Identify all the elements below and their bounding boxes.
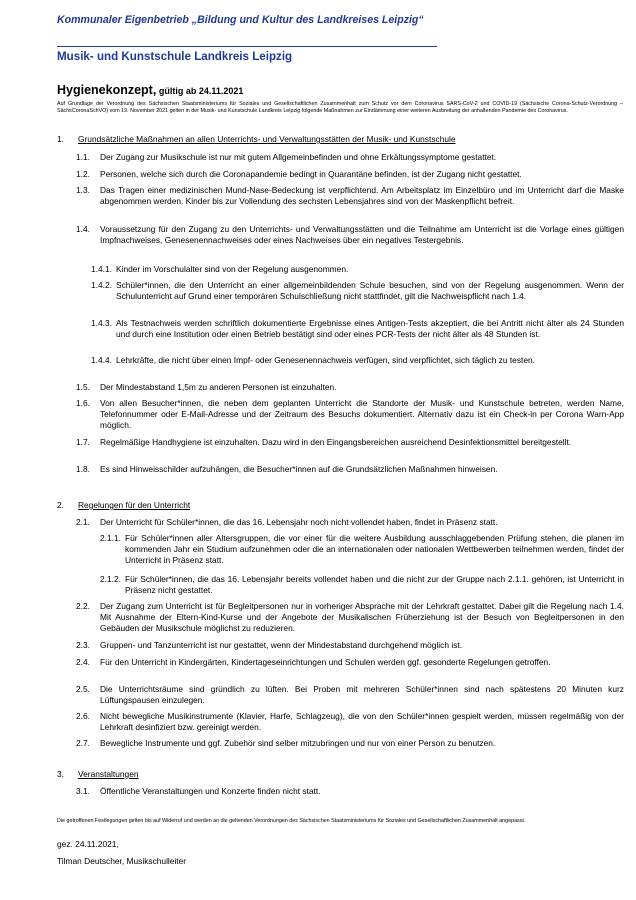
item-number: 3.1.	[76, 786, 90, 796]
item-number: 2.2.	[76, 601, 90, 611]
item-text: Schüler*innen, die den Unterricht an einer allgemeinbildenden Schule besuchen, sind von der Regelung ausgenommen. Wenn der Schulunterricht auf Grund einer temporären Schulschließung nicht stattfindet, gilt die Nachweispflicht nach 1.4.	[116, 280, 624, 302]
item-text: Öffentliche Veranstaltungen und Konzerte finden nicht statt.	[100, 786, 321, 796]
section-number: 1.	[57, 134, 64, 144]
intro-paragraph: Auf Grundlage der Verordnung des Sächsischen Staatsministeriums für Soziales und Gesellschaftlichen Zusammenhalt zum Schutz vor dem Coronavirus SARS-CoV-2 und COVID-19 (Sächsische Corona-Schutz-Verordnung –SächsCoronaSchVO) vom 19. November 2021 gelten in der Musik- und Kunstschule Landkreis Leipzig folgende Maßnahmen zur Eindämmung einer weiteren Ausbreitung der anhaltenden Pandemie des Coronavirus.	[57, 101, 623, 114]
item-text: Personen, welche sich durch die Coronapandemie bedingt in Quarantäne befinden, ist der Zugang nicht gestattet.	[100, 169, 522, 179]
item-number: 1.4.3.	[91, 318, 112, 328]
section-number: 3.	[57, 769, 64, 779]
organization-name: Kommunaler Eigenbetrieb „Bildung und Kultur des Landkreises Leipzig“	[57, 14, 424, 26]
item-number: 1.7.	[76, 437, 90, 447]
list-item-1-4-3	[91, 318, 624, 340]
item-text: Für Schüler*innen aller Altersgruppen, die vor einer für die weitere Ausbildung ausschlaggebenden Prüfung stehen, die planen im kommenden Jahr ein Studium aufzunehmen oder die an internationalen oder nationalen Wettbewerben teilnehmen werden, findet der Unterricht in Präsenz statt.	[125, 533, 624, 566]
item-number: 2.5.	[76, 684, 90, 694]
item-text: Lehrkräfte, die nicht über einen Impf- oder Genesenennachweis verfügen, sind verpflichtet, sich täglich zu testen.	[116, 355, 535, 365]
item-text: Für Schüler*innen, die das 16. Lebensjahr bereits vollendet haben und die nicht zur der Gruppe nach 2.1.1. gehören, ist Unterricht in Präsenz nicht gestattet.	[125, 574, 624, 596]
item-number: 1.4.4.	[91, 355, 112, 365]
item-number: 2.1.1.	[100, 533, 121, 543]
document-title	[57, 81, 243, 99]
list-item-2-1-1	[100, 533, 624, 567]
item-number: 2.3.	[76, 640, 90, 650]
list-item-1-7	[76, 437, 624, 448]
item-number: 2.1.	[76, 517, 90, 527]
item-text: Kinder im Vorschulalter sind von der Regelung ausgenommen.	[116, 264, 349, 274]
item-text: Von allen Besucher*innen, die neben dem geplanten Unterricht die Standorte der Musik- und Kunstschule betreten, werden Name, Telefonnummer oder E-Mail-Adresse und der Zeitraum des Besuchs dokumentiert. Alternativ dazu ist ein Check-in per Corona Warn-App möglich.	[100, 398, 624, 431]
list-item-1-2	[76, 169, 624, 180]
list-item-2-1-2	[100, 574, 624, 596]
item-text: Gruppen- und Tanzunterricht ist nur gestattet, wenn der Mindestabstand durchgehend möglich ist.	[100, 640, 463, 650]
item-text: Es sind Hinweisschilder aufzuhängen, die Besucher*innen auf die Grundsätzlichen Maßnahmen hinweisen.	[100, 464, 498, 474]
list-item-1-3	[76, 185, 624, 207]
list-item-2-5	[76, 684, 624, 706]
list-item-2-2	[76, 601, 624, 635]
item-text: Für den Unterricht in Kindergärten, Kindertageseinrichtungen und Schulen werden ggf. gesonderte Regelungen getroffen.	[100, 657, 551, 667]
item-number: 2.6.	[76, 711, 90, 721]
title-main: Hygienekonzept,	[57, 83, 157, 97]
item-text: Voraussetzung für den Zugang zu den Unterrichts- und Verwaltungsstätten und die Teilnahme am Unterricht ist die Vorlage eines gültigen Impfnachweises, Genesenennachweises oder eines Nachweises über ein negatives Testergebnis.	[100, 224, 624, 246]
list-item-1-4	[76, 224, 624, 246]
item-text: Der Mindestabstand 1,5m zu anderen Personen ist einzuhalten.	[100, 382, 337, 392]
section-heading-2	[57, 500, 190, 510]
item-number: 1.4.1.	[91, 264, 112, 274]
section-title: Regelungen für den Unterricht	[78, 500, 191, 510]
section-heading-3	[57, 769, 139, 779]
list-item-2-6	[76, 711, 624, 733]
item-text: Der Zugang zum Unterricht ist für Begleitpersonen nur in vorheriger Absprache mit der Lehrkraft gestattet. Dabei gilt die Regelung nach 1.4. Mit Ausnahme der Eltern-Kind-Kurse und der Angebote der Musikalischen Früherziehung ist der Besuch von Begleitpersonen in den Gebäuden der Musikschule möglichst zu reduzieren.	[100, 601, 624, 634]
signature-name: Tilman Deutscher, Musikschulleiter	[57, 856, 187, 866]
list-item-1-4-1	[91, 264, 624, 275]
footer-note: Die getroffenen Festlegungen gelten bis auf Widerruf und werden an die geltenden Verordnungen des Sächsischen Staatsministeriums für Soziales und Gesellschaftlichen Zusammenhalt angepasst.	[57, 818, 526, 824]
list-item-1-4-2	[91, 280, 624, 302]
section-title: Veranstaltungen	[78, 769, 139, 779]
item-number: 2.4.	[76, 657, 90, 667]
item-text: Nicht bewegliche Musikinstrumente (Klavier, Harfe, Schlagzeug), die von den Schüler*innen gespielt werden, müssen regelmäßig von der Lehrkraft desinfiziert bzw. gereinigt werden.	[100, 711, 624, 733]
item-number: 1.4.	[76, 224, 90, 234]
list-item-1-6	[76, 398, 624, 432]
title-date: gültig ab 24.11.2021	[156, 86, 244, 96]
list-item-2-4	[76, 657, 624, 668]
section-title: Grundsätzliche Maßnahmen an allen Unterrichts- und Verwaltungsstätten der Musik- und Kunstschule	[78, 134, 456, 144]
list-item-1-8	[76, 464, 624, 475]
item-number: 1.6.	[76, 398, 90, 408]
list-item-2-1	[76, 517, 624, 528]
item-number: 2.1.2.	[100, 574, 121, 584]
item-number: 1.8.	[76, 464, 90, 474]
school-name: Musik- und Kunstschule Landkreis Leipzig	[57, 50, 293, 63]
item-number: 1.2.	[76, 169, 90, 179]
item-text: Der Unterricht für Schüler*innen, die das 16. Lebensjahr noch nicht vollendet haben, findet in Präsenz statt.	[100, 517, 498, 527]
item-text: Als Testnachweis werden schriftlich dokumentierte Ergebnisse eines Antigen-Tests akzeptiert, die bei Antritt nicht älter als 24 Stunden und durch eine Institution oder einen Betrieb bestätigt sind oder eines PCR-Tests der nicht älter als 48 Stunden ist.	[116, 318, 624, 340]
list-item-3-1	[76, 786, 624, 797]
item-text: Der Zugang zur Musikschule ist nur mit gutem Allgemeinbefinden und ohne Erkältungssymptome gestattet.	[100, 152, 497, 162]
section-number: 2.	[57, 500, 64, 510]
item-number: 1.3.	[76, 185, 90, 195]
list-item-1-5	[76, 382, 624, 393]
item-text: Die Unterrichtsräume sind gründlich zu lüften. Bei Proben mit mehreren Schüler*innen sind nach spätestens 20 Minuten kurz Lüftungspausen einzulegen.	[100, 684, 624, 706]
header-divider	[57, 46, 437, 47]
item-number: 1.1.	[76, 152, 90, 162]
item-text: Bewegliche Instrumente und ggf. Zubehör sind selber mitzubringen und nur von einer Person zu benutzen.	[100, 738, 496, 748]
list-item-1-1	[76, 152, 624, 163]
signature-date: gez. 24.11.2021,	[57, 839, 119, 849]
list-item-1-4-4	[91, 355, 624, 366]
section-heading-1	[57, 134, 456, 144]
item-number: 1.5.	[76, 382, 90, 392]
item-number: 2.7.	[76, 738, 90, 748]
list-item-2-7	[76, 738, 624, 749]
item-text: Das Tragen einer medizinischen Mund-Nase-Bedeckung ist verpflichtend. Am Arbeitsplatz im Einzelbüro und im Unterricht darf die Maske abgenommen werden. Kinder bis zur Vollendung des sechsten Lebensjahres sind von der Maskenpflicht befreit.	[100, 185, 624, 207]
item-text: Regelmäßige Handhygiene ist einzuhalten. Dazu wird in den Eingangsbereichen ausreichend Desinfektionsmittel bereitgestellt.	[100, 437, 572, 447]
item-number: 1.4.2.	[91, 280, 112, 290]
list-item-2-3	[76, 640, 624, 651]
